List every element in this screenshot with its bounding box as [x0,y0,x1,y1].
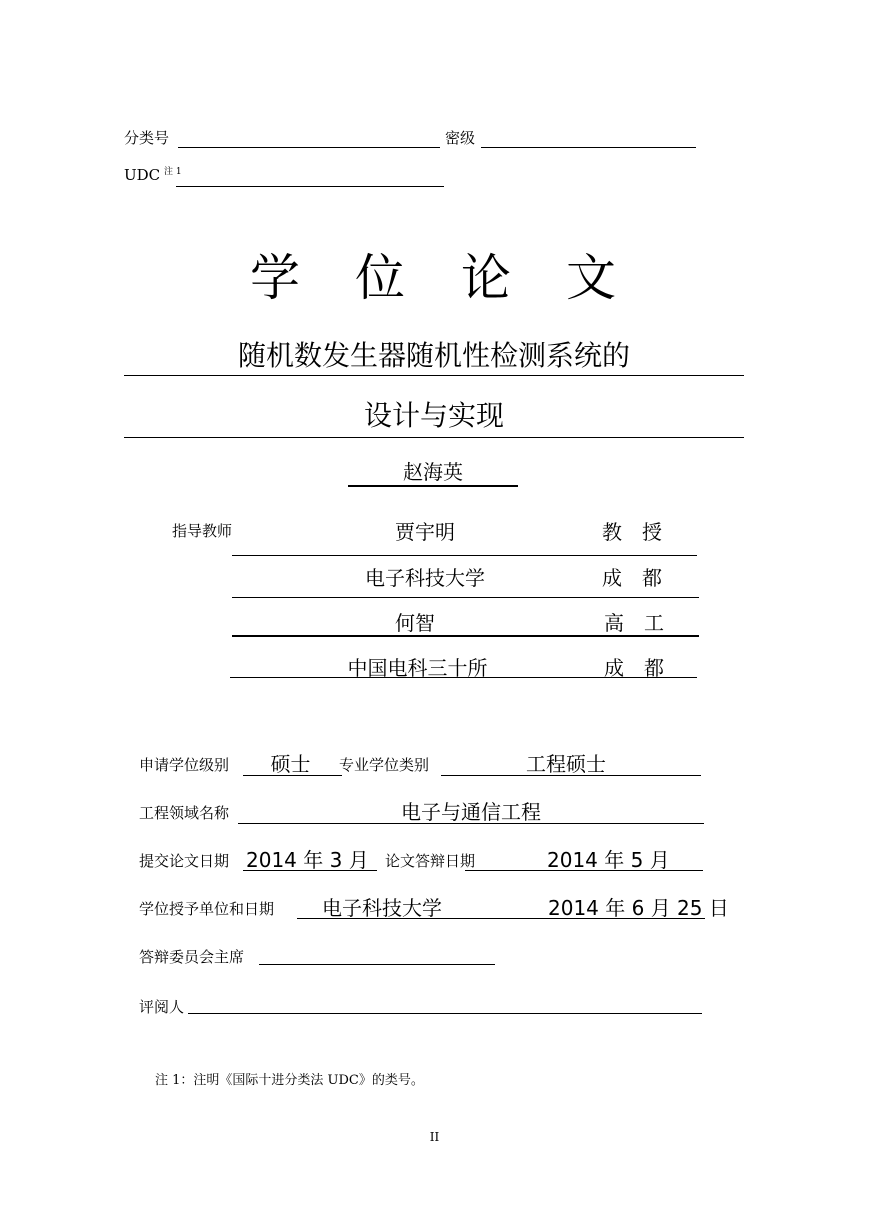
title-line-1 [124,375,744,376]
co-advisor-affiliation: 中国电科三十所 [347,656,488,680]
thesis-title-line2: 设计与实现 [363,399,504,432]
page-number: II [429,1130,440,1144]
grant-unit-value: 电子科技大学 [322,896,442,920]
grant-line [297,918,705,919]
doc-type-char-3: 论 [461,249,511,307]
author-line [348,485,518,487]
submit-date-label: 提交论文日期 [139,852,230,870]
udc-line [176,186,444,187]
secret-label: 密级 [445,129,476,147]
thesis-title-line1: 随机数发生器随机性检测系统的 [237,339,630,372]
doc-type-char-2: 位 [355,249,405,307]
doc-type-char-1: 学 [250,249,300,307]
footnote: 注 1：注明《国际十进分类法 UDC》的类号。 [155,1073,424,1088]
degree-level-line [243,775,342,776]
co-advisor-title: 高 工 [604,611,664,635]
committee-chair-label: 答辩委员会主席 [139,948,245,966]
degree-level-label: 申请学位级别 [139,756,230,774]
classification-label: 分类号 [124,129,170,147]
advisor-line-3 [232,635,699,637]
field-value: 电子与通信工程 [401,800,541,824]
reviewer-label: 评阅人 [139,998,185,1016]
udc-label: UDC [124,166,161,184]
grant-label: 学位授予单位和日期 [139,900,275,918]
defense-date-value: 2014 年 5 月 [547,848,670,872]
author-name: 赵海英 [403,460,463,484]
submit-date-value: 2014 年 3 月 [246,848,369,872]
degree-level-value: 硕士 [270,752,311,776]
advisor-label: 指导教师 [172,522,233,540]
doc-type-char-4: 文 [566,249,616,307]
reviewer-line [188,1013,702,1014]
classification-line [178,147,440,148]
advisor-name: 贾宇明 [395,520,455,544]
advisor-line-4 [230,677,697,678]
secret-line [481,147,696,148]
defense-date-label: 论文答辩日期 [385,852,476,870]
degree-type-line [441,775,701,776]
degree-type-value: 工程硕士 [526,752,606,776]
udc-note: 注 1 [164,167,182,177]
committee-chair-line [259,964,495,965]
co-advisor-name: 何智 [395,611,435,635]
defense-date-line [465,870,703,871]
submit-date-line [243,870,377,871]
field-line [238,823,704,824]
title-line-2 [124,437,744,438]
degree-type-label: 专业学位类别 [339,756,430,774]
grant-date-value: 2014 年 6 月 25 日 [548,896,729,920]
advisor-title: 教 授 [602,520,662,544]
field-label: 工程领域名称 [139,804,230,822]
advisor-city: 成 都 [602,566,662,590]
advisor-line-1 [232,555,697,556]
advisor-line-2 [232,597,699,598]
co-advisor-city: 成 都 [604,656,664,680]
advisor-affiliation: 电子科技大学 [365,566,485,590]
